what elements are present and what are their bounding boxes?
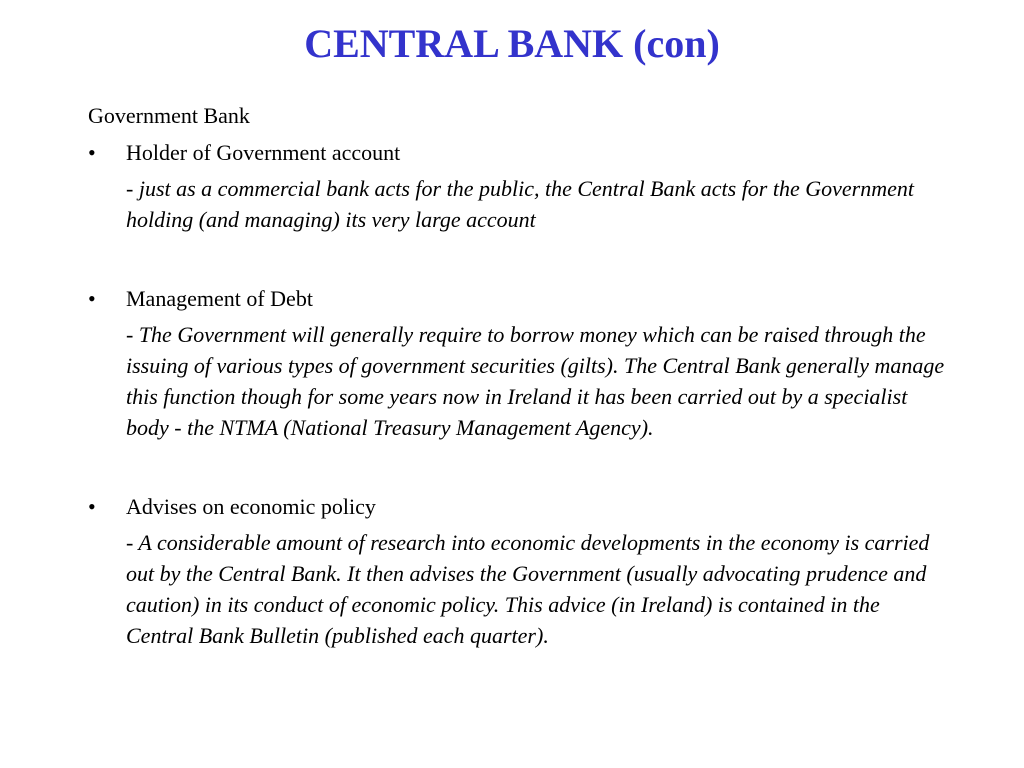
bullet-row — [88, 491, 948, 522]
bullet-label: Advises on economic policy — [126, 494, 376, 519]
spacer — [88, 235, 948, 277]
section-heading: Government Bank — [88, 103, 250, 128]
bullet-icon: • — [88, 286, 96, 311]
bullet-detail: - A considerable amount of research into economic developments in the economy is carried out by the Central Bank. It then advises the Government (usually advocating prudence and caution) in its conduct of economic policy. This advice (in Ireland) is contained in the Central Bank Bulletin (published each quarter). — [126, 530, 930, 648]
slide-title: CENTRAL BANK (con) — [304, 21, 720, 66]
bullet-label: Management of Debt — [126, 286, 313, 311]
bullet-item-economic-policy — [88, 491, 948, 651]
bullet-detail: - The Government will generally require to borrow money which can be raised through the issuing of various types of government securities (gilts). The Central Bank generally manage this function though for some years now in Ireland it has been carried out by a specialist body - the NTMA (National Treasury Management Agency). — [126, 322, 945, 440]
bullet-label: Holder of Government account — [126, 140, 401, 165]
bullet-item-government-account — [88, 137, 948, 235]
bullet-icon: • — [88, 140, 96, 165]
bullet-item-management-of-debt — [88, 283, 948, 443]
bullet-icon: • — [88, 494, 96, 519]
bullet-row — [88, 283, 948, 314]
slide-content — [88, 100, 948, 651]
bullet-row — [88, 137, 948, 168]
spacer — [88, 443, 948, 485]
bullet-detail: - just as a commercial bank acts for the public, the Central Bank acts for the Government holding (and managing) its very large account — [126, 176, 914, 232]
